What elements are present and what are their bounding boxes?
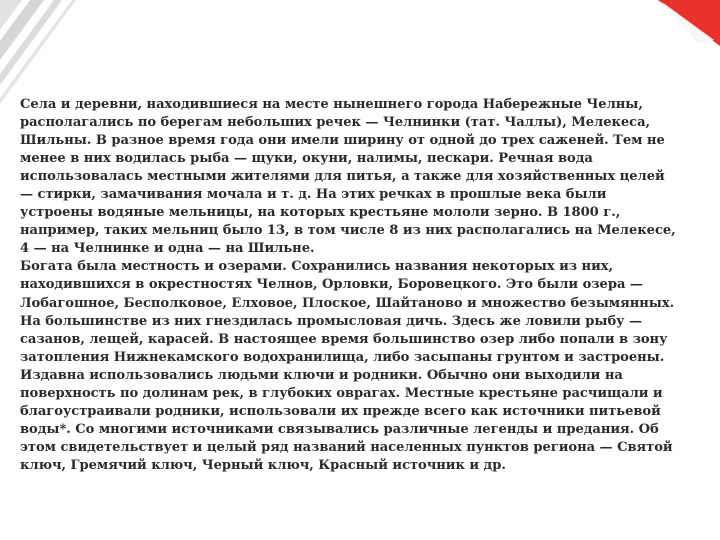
paragraph-lakes: Богата была местность и озерами. Сохранились названия некоторых из них, находившихся в окрестностях Челнов, Орловки, Боровецкого. Это были озера — Лобагошное, Бесполковое, Елховое, Плоское, Шайтаново и множество безымянных. На большинстве из них гнездилась промысловая дичь. Здесь же ловили рыбу — сазанов, лещей, карасей. В настоящее время большинство озер либо попали в зону затопления Нижнекамского водохранилища, либо засыпаны грунтом и застроены. — [20, 259, 675, 365]
paragraph-rivers: Села и деревни, находившиеся на месте нынешнего города Набережные Челны, располагались по берегам небольших речек — Челнинки (тат. Чаллы), Мелекеса, Шильны. В разное время года они имели ширину от одной до трех саженей. Тем не менее в них водилась рыба — щуки, окуни, налимы, пескари. Речная вода использовалась местными жителями для питья, а также для хозяйственных целей — стирки, замачивания мочала и т. д. На этих речках в прошлые века были устроены водяные мельницы, на которых крестьяне мололи зерно. В 1800 г., например, таких мельниц было 13, в том числе 8 из них располагались на Мелекесе, 4 — на Челнинке и одна — на Шильне. — [20, 97, 676, 257]
body-text — [20, 96, 680, 475]
decorative-corner-bands — [0, 0, 140, 110]
decorative-folded-corner — [658, 0, 720, 46]
paragraph-springs: Издавна использовались людьми ключи и родники. Обычно они выходили на поверхность по долинам рек, в глубоких оврагах. Местные крестьяне расчищали и благоустраивали родники, использовали их прежде всего как источники питьевой воды*. Со многими источниками связывались различные легенды и предания. Об этом свидетельствует и целый ряд названий населенных пунктов региона — Святой ключ, Гремячий ключ, Черный ключ, Красный источник и др. — [20, 367, 673, 473]
